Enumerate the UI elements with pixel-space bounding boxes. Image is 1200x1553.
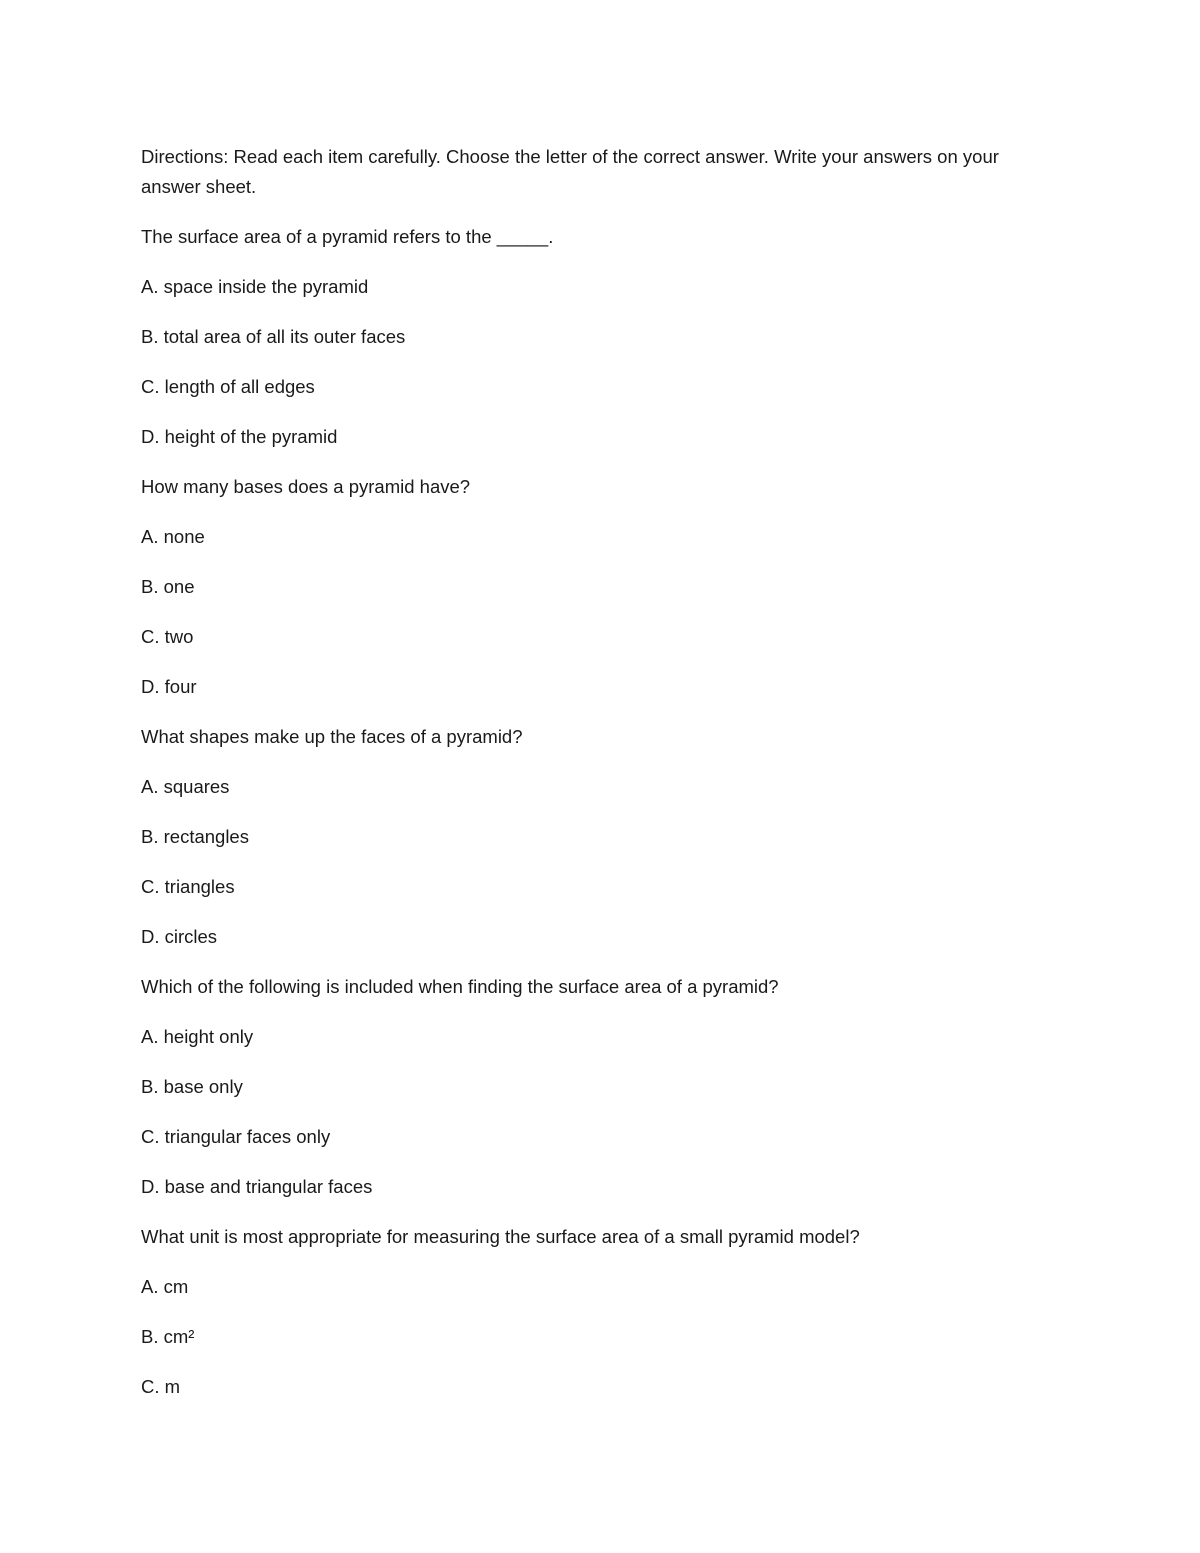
question-3 [141,722,1041,952]
answer-option-c: C. length of all edges [141,376,315,397]
question-2 [141,472,1041,702]
answer-option-c: C. m [141,1376,181,1397]
answer-option-b: B. cm² [141,1326,195,1347]
document-content [141,142,1041,1422]
question-4 [141,972,1041,1202]
answer-option-c: C. triangular faces only [141,1126,331,1147]
answer-option-d: D. height of the pyramid [141,426,338,447]
question-text: Which of the following is included when finding the surface area of a pyramid? [141,976,779,997]
answer-option-b: B. one [141,576,195,597]
question-text: What unit is most appropriate for measuring the surface area of a small pyramid model? [141,1226,860,1247]
answer-option-b: B. base only [141,1076,243,1097]
answer-option-b: B. rectangles [141,826,249,847]
answer-option-a: A. squares [141,776,230,797]
answer-option-a: A. none [141,526,205,547]
question-text: The surface area of a pyramid refers to the _____. [141,226,554,247]
question-5 [141,1222,1041,1402]
answer-option-a: A. cm [141,1276,189,1297]
answer-option-a: A. height only [141,1026,254,1047]
answer-option-d: D. circles [141,926,218,947]
answer-option-d: D. four [141,676,197,697]
question-text: What shapes make up the faces of a pyramid? [141,726,523,747]
answer-option-c: C. triangles [141,876,235,897]
answer-option-d: D. base and triangular faces [141,1176,373,1197]
question-text: How many bases does a pyramid have? [141,476,471,497]
answer-option-c: C. two [141,626,194,647]
directions-text: Directions: Read each item carefully. Choose the letter of the correct answer. Write your answers on your answer sheet. [141,146,999,197]
answer-option-a: A. space inside the pyramid [141,276,369,297]
answer-option-b: B. total area of all its outer faces [141,326,406,347]
question-1 [141,222,1041,452]
